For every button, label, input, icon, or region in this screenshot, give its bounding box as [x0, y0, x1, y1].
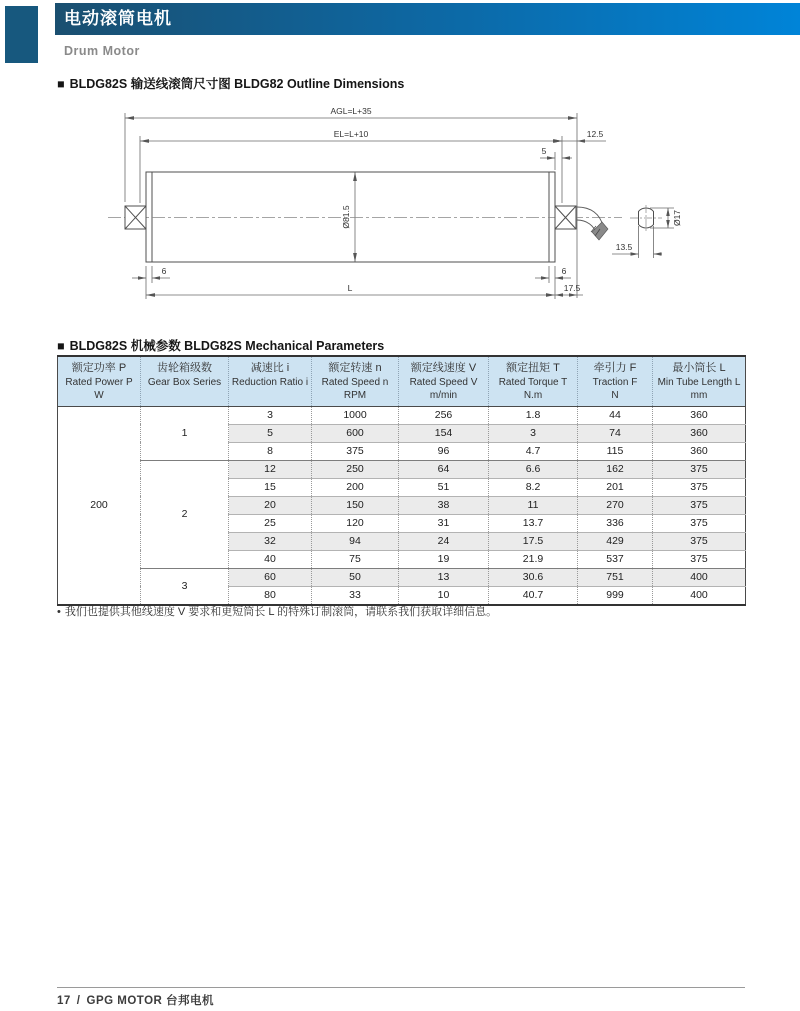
param-cell: 30.6	[489, 568, 578, 586]
bullet-icon: •	[57, 606, 61, 618]
dimension-labels	[162, 106, 682, 293]
col-header-line-speed: 额定线速度 V Rated Speed V m/min	[399, 356, 489, 406]
dim-diameter-81-5: Ø81.5	[341, 205, 351, 229]
param-cell: 999	[578, 586, 653, 605]
dim-diameter-17: Ø17	[672, 209, 682, 227]
param-cell: 44	[578, 406, 653, 424]
section-marker-icon: ■	[57, 339, 65, 353]
param-cell: 270	[578, 496, 653, 514]
param-cell: 31	[399, 514, 489, 532]
dim-length: L	[347, 283, 353, 293]
col-header-gearbox-series: 齿轮箱级数 Gear Box Series	[141, 356, 229, 406]
param-cell: 375	[312, 442, 399, 460]
col-header-rated-power: 额定功率 P Rated Power P W	[58, 356, 141, 406]
table-row	[58, 406, 746, 424]
param-cell: 10	[399, 586, 489, 605]
param-cell: 51	[399, 478, 489, 496]
param-cell: 600	[312, 424, 399, 442]
param-cell: 75	[312, 550, 399, 568]
param-cell: 6.6	[489, 460, 578, 478]
param-cell: 24	[399, 532, 489, 550]
param-cell: 360	[653, 442, 746, 460]
brand-name: GPG MOTOR 台邦电机	[86, 995, 215, 1007]
param-cell: 375	[653, 532, 746, 550]
outline-drawing	[0, 105, 800, 320]
param-cell: 96	[399, 442, 489, 460]
param-cell: 8	[229, 442, 312, 460]
gearbox-series-cell: 2	[141, 460, 229, 568]
param-cell: 250	[312, 460, 399, 478]
table-row	[58, 568, 746, 586]
param-cell: 94	[312, 532, 399, 550]
table-header-row	[58, 356, 746, 406]
param-cell: 17.5	[489, 532, 578, 550]
mechanical-parameters-table	[57, 355, 746, 606]
param-cell: 336	[578, 514, 653, 532]
shaft-left	[125, 206, 146, 229]
param-cell: 33	[312, 586, 399, 605]
param-cell: 120	[312, 514, 399, 532]
param-cell: 38	[399, 496, 489, 514]
dim-6-right: 6	[561, 266, 567, 276]
param-cell: 256	[399, 406, 489, 424]
param-cell: 3	[489, 424, 578, 442]
param-cell: 429	[578, 532, 653, 550]
page-title: 电动滚筒电机	[64, 9, 172, 28]
param-cell: 375	[653, 460, 746, 478]
param-cell: 25	[229, 514, 312, 532]
section-title-mechanical-parameters: ■ BLDG82S 机械参数 BLDG82S Mechanical Parameters	[57, 339, 385, 353]
param-cell: 80	[229, 586, 312, 605]
param-cell: 375	[653, 478, 746, 496]
page-title-banner	[55, 3, 800, 35]
accent-square	[5, 6, 38, 63]
param-cell: 1000	[312, 406, 399, 424]
param-cell: 21.9	[489, 550, 578, 568]
param-cell: 360	[653, 406, 746, 424]
param-cell: 40.7	[489, 586, 578, 605]
param-cell: 4.7	[489, 442, 578, 460]
param-cell: 64	[399, 460, 489, 478]
param-cell: 12	[229, 460, 312, 478]
param-cell: 400	[653, 586, 746, 605]
param-cell: 201	[578, 478, 653, 496]
param-cell: 5	[229, 424, 312, 442]
shaft-right	[555, 206, 576, 229]
param-cell: 400	[653, 568, 746, 586]
footer-divider	[57, 987, 745, 988]
param-cell: 162	[578, 460, 653, 478]
dim-agl: AGL=L+35	[330, 106, 372, 116]
footer-separator: /	[76, 995, 81, 1007]
param-cell: 154	[399, 424, 489, 442]
param-cell: 32	[229, 532, 312, 550]
param-cell: 360	[653, 424, 746, 442]
param-cell: 150	[312, 496, 399, 514]
param-cell: 13	[399, 568, 489, 586]
page-subtitle: Drum Motor	[64, 44, 140, 58]
param-cell: 8.2	[489, 478, 578, 496]
param-cell: 13.7	[489, 514, 578, 532]
dim-5: 5	[541, 146, 547, 156]
param-cell: 20	[229, 496, 312, 514]
footnote	[57, 603, 497, 619]
dim-17-5: 17.5	[563, 283, 581, 293]
gearbox-series-cell: 1	[141, 406, 229, 460]
gearbox-series-cell: 3	[141, 568, 229, 605]
param-cell: 50	[312, 568, 399, 586]
param-cell: 19	[399, 550, 489, 568]
col-header-min-tube-length: 最小筒长 L Min Tube Length L mm	[653, 356, 746, 406]
dim-13-5: 13.5	[615, 242, 633, 252]
dimension-lines	[125, 113, 606, 299]
param-cell: 15	[229, 478, 312, 496]
power-cable	[577, 207, 608, 240]
dim-6-left: 6	[161, 266, 167, 276]
section-marker-icon: ■	[57, 77, 65, 91]
param-cell: 375	[653, 514, 746, 532]
param-cell: 3	[229, 406, 312, 424]
param-cell: 537	[578, 550, 653, 568]
col-header-reduction-ratio: 减速比 i Reduction Ratio i	[229, 356, 312, 406]
dim-el: EL=L+10	[333, 129, 369, 139]
col-header-rated-torque: 额定扭矩 T Rated Torque T N.m	[489, 356, 578, 406]
footnote-text: 我们也提供其他线速度 V 要求和更短筒长 L 的特殊订制滚筒，请联系我们获取详细信息。	[64, 606, 498, 618]
param-cell: 1.8	[489, 406, 578, 424]
col-header-rated-speed: 额定转速 n Rated Speed n RPM	[312, 356, 399, 406]
param-cell: 751	[578, 568, 653, 586]
param-cell: 40	[229, 550, 312, 568]
col-header-traction: 牵引力 F Traction F N	[578, 356, 653, 406]
param-cell: 375	[653, 496, 746, 514]
footer	[57, 992, 220, 1008]
page-number: 17	[57, 995, 71, 1007]
dim-12-5: 12.5	[586, 129, 604, 139]
section-title-outline-dimensions: ■ BLDG82S 输送线滚筒尺寸图 BLDG82 Outline Dimensions	[57, 77, 405, 91]
rated-power-cell: 200	[58, 406, 141, 605]
param-cell: 115	[578, 442, 653, 460]
table-row	[58, 460, 746, 478]
param-cell: 11	[489, 496, 578, 514]
param-cell: 74	[578, 424, 653, 442]
param-cell: 375	[653, 550, 746, 568]
param-cell: 200	[312, 478, 399, 496]
param-cell: 60	[229, 568, 312, 586]
